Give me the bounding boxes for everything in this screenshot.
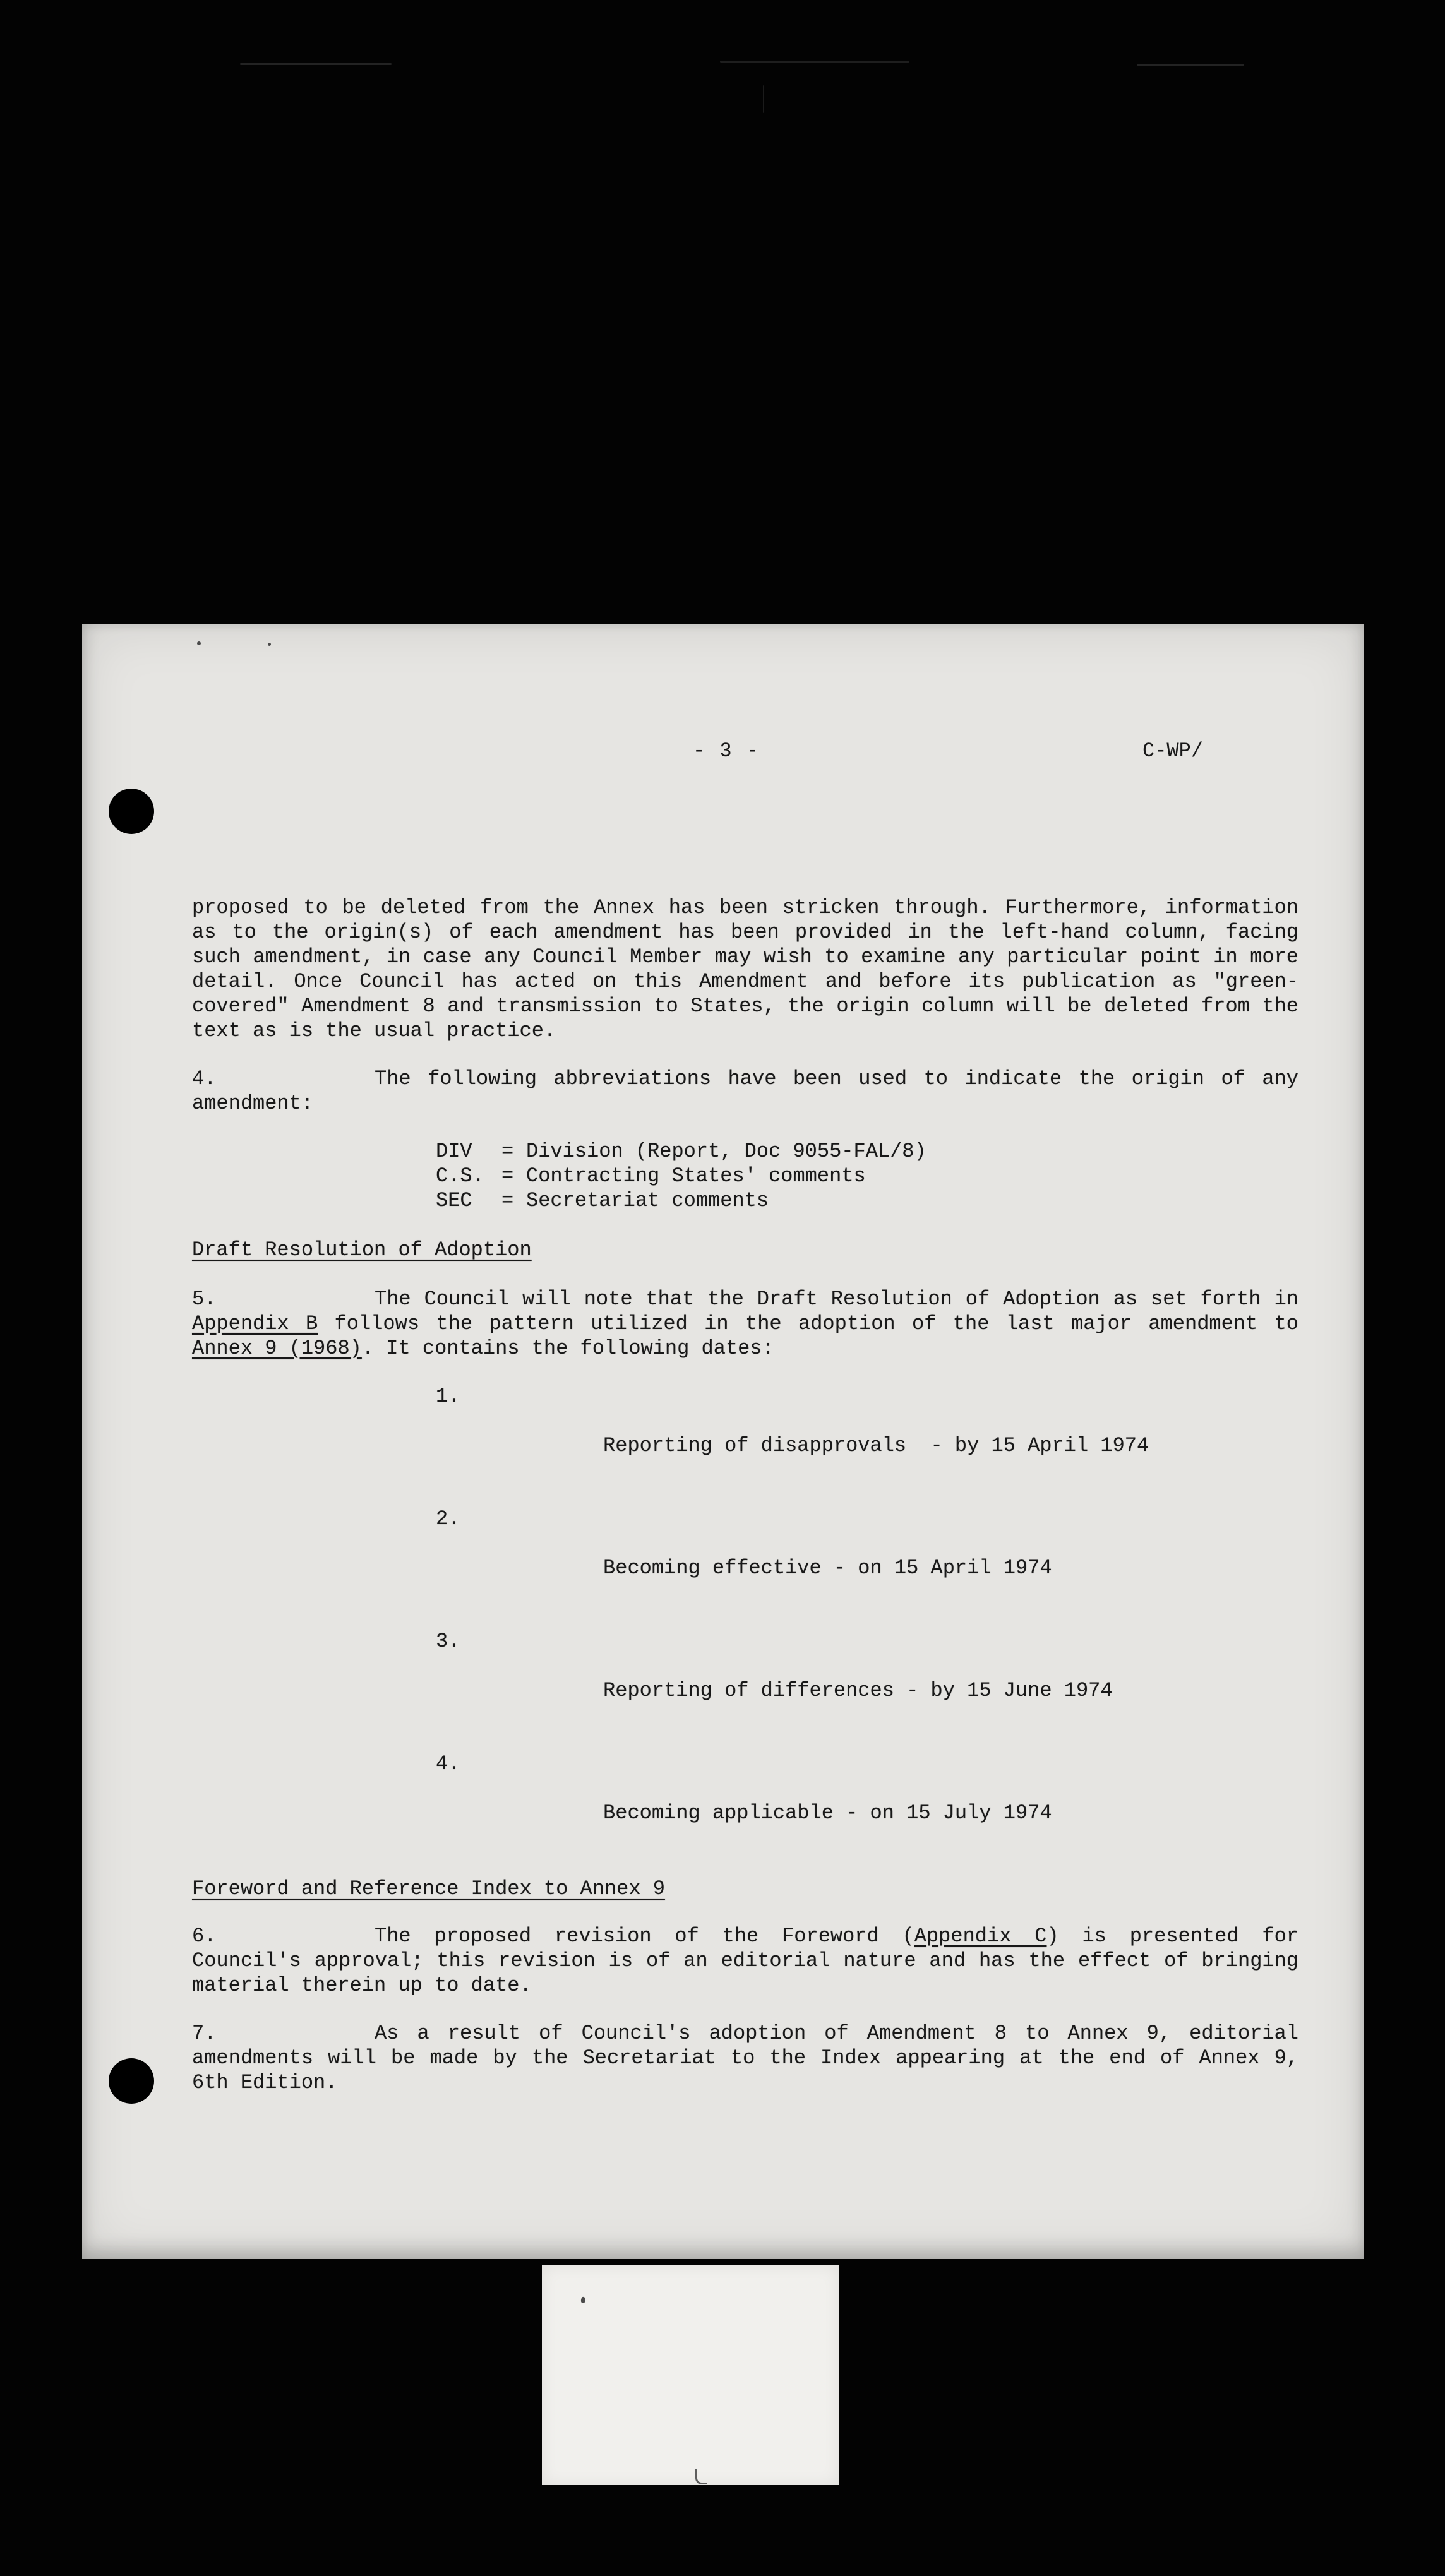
paragraph-6: [192, 1924, 1298, 1998]
film-scratch: [763, 85, 764, 113]
abbreviation-row: [192, 1188, 1298, 1213]
abbreviation-meaning: Secretariat comments: [526, 1189, 769, 1212]
date-item: [192, 1751, 1298, 1850]
doc-reference: C-WP/: [1142, 739, 1204, 763]
appendix-b-reference: Appendix B: [192, 1312, 318, 1335]
date-item-number: 3.: [436, 1630, 460, 1653]
abbreviation-key: DIV: [436, 1140, 472, 1163]
scan-speck: [197, 641, 201, 645]
film-scratch: [1137, 64, 1244, 66]
date-item-number: 2.: [436, 1507, 460, 1530]
abbreviation-row: [192, 1139, 1298, 1164]
abbreviation-meaning: Division (Report, Doc 9055-FAL/8): [526, 1140, 926, 1163]
paragraph-number: 6.: [192, 1924, 217, 1948]
date-item-number: 1.: [436, 1385, 460, 1408]
scan-speck: [580, 2296, 586, 2303]
punch-hole-bottom: [109, 2058, 154, 2104]
date-item-text: Becoming applicable - on 15 July 1974: [603, 1801, 1052, 1825]
paragraph-5: [192, 1287, 1298, 1361]
date-item-text: Reporting of differences - by 15 June 1974: [603, 1679, 1113, 1702]
appendix-c-reference: Appendix C: [914, 1924, 1047, 1948]
section-heading-foreword: Foreword and Reference Index to Annex 9: [192, 1877, 665, 1900]
date-item-text: Becoming effective - on 15 April 1974: [603, 1556, 1052, 1580]
text-segment: follows the pattern utilized in the adoption of the last major amendment to: [318, 1312, 1299, 1335]
equals-sign: =: [501, 1189, 514, 1212]
page-number: - 3 -: [693, 739, 760, 763]
abbreviation-key: C.S.: [436, 1164, 484, 1188]
paragraph-7: [192, 2021, 1298, 2095]
film-scratch: [720, 61, 909, 63]
film-scratch: [240, 63, 392, 65]
date-item-text: Reporting of disapprovals - by 15 April 1974: [603, 1434, 1149, 1457]
date-item: [192, 1384, 1298, 1482]
scan-speck: [268, 643, 271, 646]
section-heading-draft-resolution: Draft Resolution of Adoption: [192, 1238, 532, 1261]
document-page: [82, 624, 1364, 2259]
date-item-number: 4.: [436, 1752, 460, 1775]
abbreviation-key: SEC: [436, 1189, 472, 1212]
text-segment: . It contains the following dates:: [361, 1337, 774, 1360]
dates-list: [192, 1384, 1298, 1850]
annex-9-reference: Annex 9 (1968): [192, 1337, 362, 1360]
date-item: [192, 1506, 1298, 1605]
paragraph-4: [192, 1066, 1298, 1116]
paragraph-text: As a result of Council's adoption of Amendment 8 to Annex 9, editorial amendments will be made by the Secretariat to the Index appearing at the end of Annex 9, 6th Edition.: [192, 2022, 1298, 2094]
page-header: [192, 739, 1298, 765]
film-label-card: [542, 2265, 839, 2485]
paragraph-text: The following abbreviations have been used to indicate the origin of any amendment:: [192, 1067, 1298, 1115]
abbreviation-row: [192, 1164, 1298, 1188]
equals-sign: =: [501, 1164, 514, 1188]
intro-paragraph: proposed to be deleted from the Annex has been stricken through. Furthermore, information as to the origin(s) of each amendment has been provided in the left-hand column, facing such amendment, in case any Council Member may wish to examine any particular point in more detail. Once Council has acted on this Amendment and before its publication as "green-covered" Amendment 8 and transmission to States, the origin column will be deleted from the text as is the usual practice.: [192, 896, 1298, 1042]
text-segment: The Council will note that the Draft Resolution of Adoption as set forth in: [375, 1287, 1298, 1311]
date-item: [192, 1629, 1298, 1727]
text-segment: The proposed revision of the Foreword (: [375, 1924, 914, 1948]
paragraph-number: 7.: [192, 2022, 217, 2045]
text-segment: ) is presented for Council's approval; this revision is of an editorial nature and has the effect of bringing material therein up to date.: [192, 1924, 1299, 1997]
scan-mark: [695, 2469, 707, 2484]
paragraph-number: 4.: [192, 1067, 217, 1090]
punch-hole-top: [109, 789, 154, 834]
abbreviation-list: [192, 1139, 1298, 1213]
paragraph-text: [192, 1287, 1298, 1360]
paragraph-text: [192, 1924, 1298, 1997]
paragraph-number: 5.: [192, 1287, 217, 1311]
abbreviation-meaning: Contracting States' comments: [526, 1164, 866, 1188]
document-body: [192, 895, 1298, 2118]
equals-sign: =: [501, 1140, 514, 1163]
